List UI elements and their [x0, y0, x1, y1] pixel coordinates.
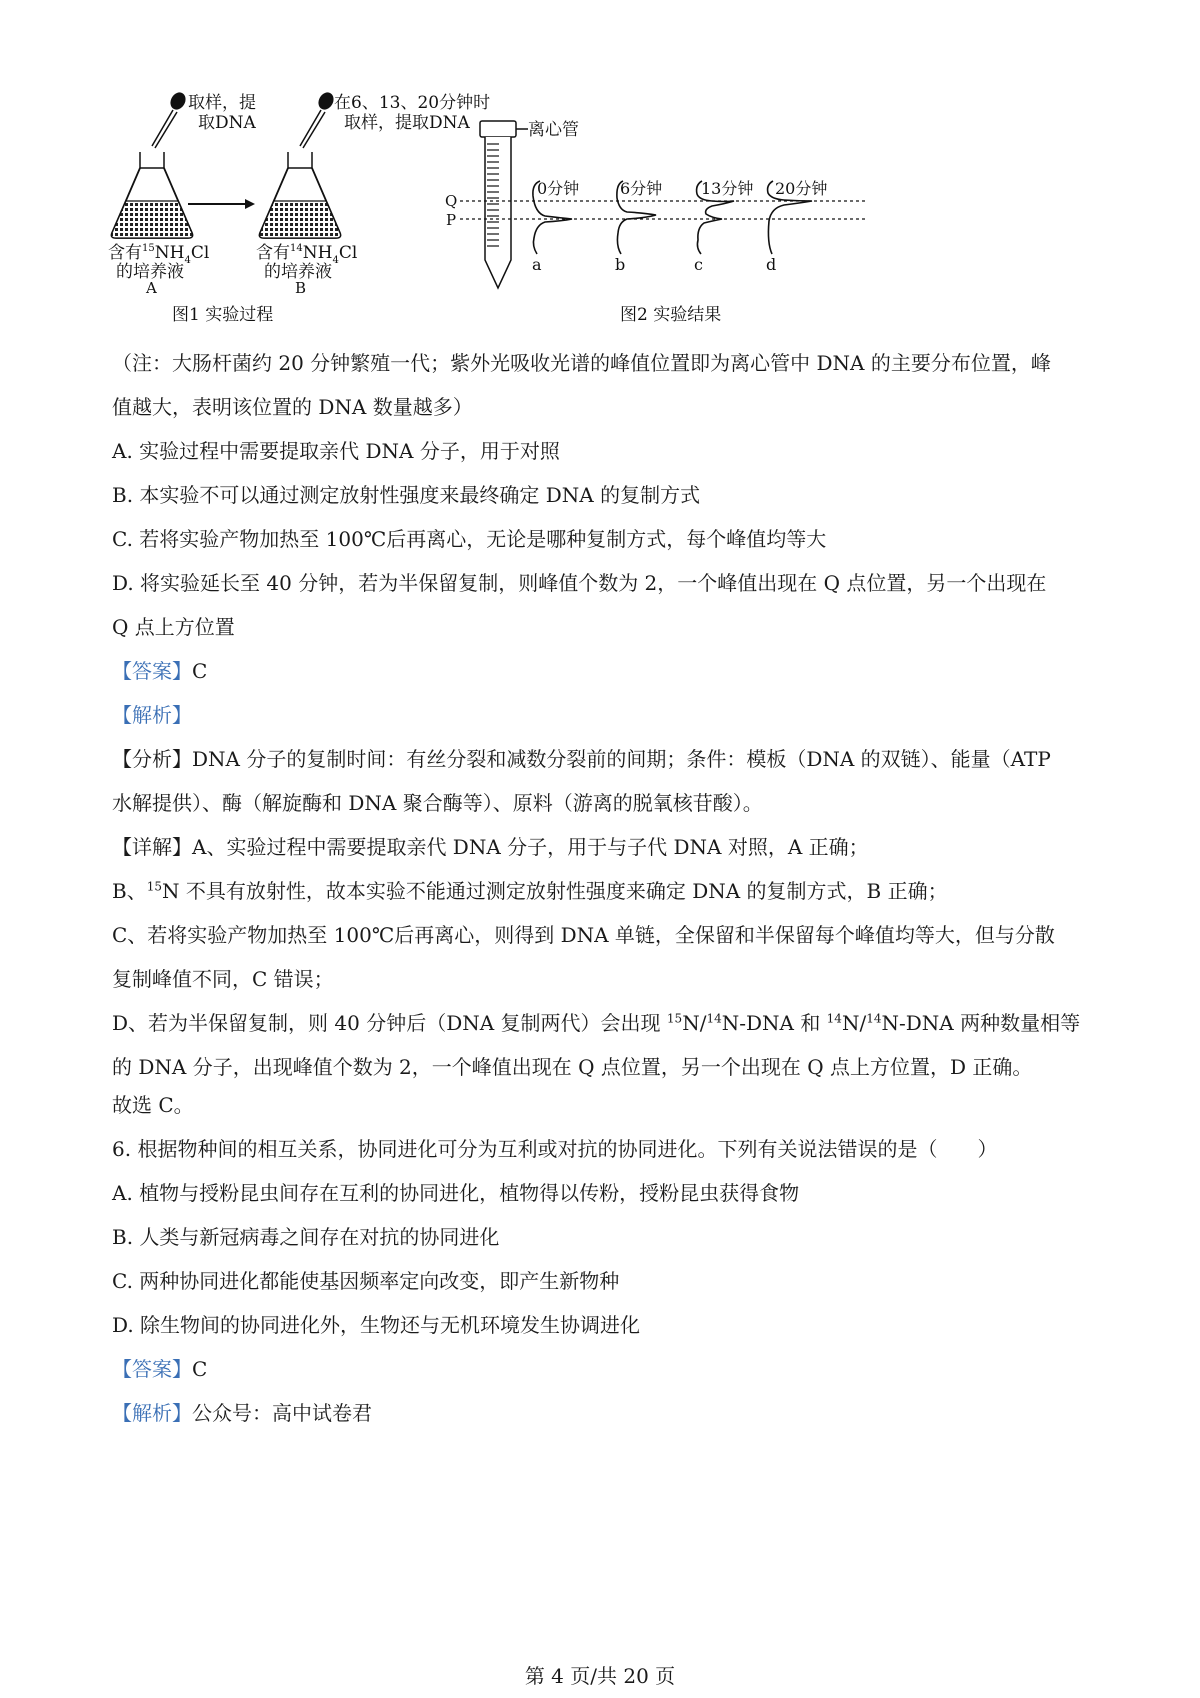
note-line-1: （注：大肠杆菌约 20 分钟繁殖一代；紫外光吸收光谱的峰值位置即为离心管中 DNA 的主要分布位置，峰: [112, 351, 1051, 375]
flask-b-label-2: 的培养液: [264, 262, 332, 282]
tube-label: 离心管: [528, 120, 579, 140]
answer-tag: 【答案】: [112, 1357, 192, 1381]
analysis-tag: 【解析】: [112, 703, 192, 727]
experiment-figures: [100, 88, 1100, 348]
q6-option-d: D. 除生物间的协同进化外，生物还与无机环境发生协调进化: [112, 1313, 641, 1337]
q5-detail-c-line-1: C、若将实验产物加热至 100℃后再离心，则得到 DNA 单链，全保留和半保留每个峰值均等大，但与分散: [112, 923, 1055, 947]
curve-d-time: 20分钟: [775, 179, 828, 198]
answer-value: C: [192, 659, 208, 683]
q5-answer: [112, 659, 1097, 683]
centrifuge-tube-icon: [480, 121, 528, 288]
pipette-b-label-1: 在6、13、20分钟时: [334, 93, 491, 113]
arrow-right-icon: [188, 199, 255, 209]
pipette-b-label-2: 取样，提取DNA: [344, 113, 470, 133]
flask-a-letter: A: [146, 279, 157, 297]
pipette-a-label-2: 取DNA: [198, 113, 256, 133]
flask-a-icon: [112, 152, 193, 238]
q6-option-a: A. 植物与授粉昆虫间存在互利的协同进化，植物得以传粉，授粉昆虫获得食物: [112, 1181, 800, 1205]
q5-detail-b: B、$^{15}$N 不具有放射性，故本实验不能通过测定放射性强度来确定 DNA 的复制方式，B 正确；: [112, 879, 948, 903]
q6-option-c: C. 两种协同进化都能使基因频率定向改变，即产生新物种: [112, 1269, 620, 1293]
flask-b-icon: [260, 152, 341, 238]
q5-option-d-line-2: Q 点上方位置: [112, 615, 235, 639]
note-line-2: 值越大，表明该位置的 DNA 数量越多）: [112, 395, 473, 419]
q6-answer: [112, 1357, 1097, 1381]
q5-option-b: B. 本实验不可以通过测定放射性强度来最终确定 DNA 的复制方式: [112, 483, 701, 507]
curve-c-time: 13分钟: [701, 179, 754, 198]
flask-b-label-1: 含有$^{14}NH_4Cl$: [256, 243, 358, 266]
pipette-b-icon: [300, 90, 337, 148]
fenxi-tag: 【分析】: [112, 747, 192, 771]
analysis-text: 公众号：高中试卷君: [192, 1401, 372, 1425]
pipette-a-label-1: 取样，提: [188, 93, 256, 113]
q-label: Q: [445, 192, 458, 210]
flask-b-letter: B: [295, 279, 307, 297]
answer-tag: 【答案】: [112, 659, 192, 683]
p-label: P: [446, 211, 457, 229]
curve-b-time: 6分钟: [620, 179, 663, 198]
q5-detail-d-line-2: 的 DNA 分子，出现峰值个数为 2，一个峰值出现在 Q 点位置，另一个出现在 Q 点上方位置，D 正确。: [112, 1055, 1033, 1079]
q5-detail-d-line-1: D、若为半保留复制，则 40 分钟后（DNA 复制两代）会出现 $^{15}$N/$^{14}$N-DNA 和 $^{14}$N/$^{14}$N-DNA 两种数量相等: [112, 1011, 1081, 1035]
page-footer: 第 4 页/共 20 页: [524, 1664, 676, 1688]
xiangjie-tag: 【详解】: [112, 835, 192, 859]
figure1-caption: 图1 实验过程: [172, 305, 274, 325]
q5-conclusion: 故选 C。: [112, 1093, 194, 1117]
q5-option-a: A. 实验过程中需要提取亲代 DNA 分子，用于对照: [112, 439, 560, 463]
flask-a-label-2: 的培养液: [116, 262, 184, 282]
figure2-caption: 图2 实验结果: [620, 305, 722, 325]
curve-b-letter: b: [615, 255, 626, 274]
curve-d-letter: d: [766, 255, 777, 274]
analysis-tag: 【解析】: [112, 1401, 192, 1425]
pipette-a-icon: [152, 90, 189, 148]
document-body: [112, 351, 1097, 1425]
q5-option-c: C. 若将实验产物加热至 100℃后再离心，无论是哪种复制方式，每个峰值均等大: [112, 527, 827, 551]
figures-area: [100, 88, 1100, 348]
answer-value: C: [192, 1357, 208, 1381]
q6-option-b: B. 人类与新冠病毒之间存在对抗的协同进化: [112, 1225, 500, 1249]
q6-analysis: [112, 1401, 1097, 1425]
q6-stem: 6. 根据物种间的相互关系，协同进化可分为互利或对抗的协同进化。下列有关说法错误的是（ ）: [112, 1137, 998, 1161]
curve-c-letter: c: [694, 255, 703, 274]
q5-detail-c-line-2: 复制峰值不同，C 错误；: [112, 967, 334, 991]
q5-fenxi-line-2: 水解提供）、酶（解旋酶和 DNA 聚合酶等）、原料（游离的脱氧核苷酸）。: [112, 791, 763, 815]
curve-a-time: 0分钟: [537, 179, 580, 198]
q5-fenxi-line-1: 【分析】DNA 分子的复制时间：有丝分裂和减数分裂前的间期；条件：模板（DNA 的双链）、能量（ATP: [112, 747, 1051, 771]
q5-option-d-line-1: D. 将实验延长至 40 分钟，若为半保留复制，则峰值个数为 2，一个峰值出现在 Q 点位置，另一个出现在: [112, 571, 1047, 595]
flask-a-label-1: 含有$^{15}NH_4Cl$: [108, 243, 210, 266]
q5-detail-a: 【详解】A、实验过程中需要提取亲代 DNA 分子，用于与子代 DNA 对照，A 正确；: [112, 835, 869, 859]
curve-a-letter: a: [532, 255, 542, 274]
q5-analysis-heading: [112, 703, 1097, 727]
